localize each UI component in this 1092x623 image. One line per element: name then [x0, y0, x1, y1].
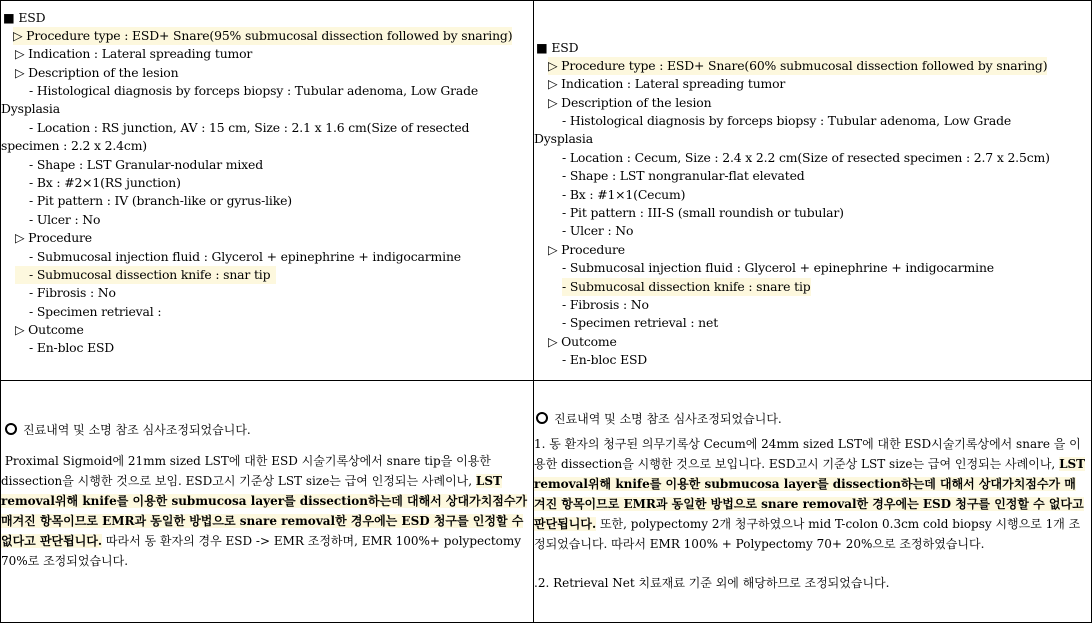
- left-review-cell: [0, 380, 534, 623]
- dissection-knife-line: - Submucosal dissection knife : snare tip: [562, 279, 811, 294]
- right-review-cell: [533, 380, 1092, 623]
- outcome-line: - En-bloc ESD: [562, 352, 648, 367]
- review-text: Proximal Sigmoid에 21mm sized LST에 대한 ESD 시술기록상에서 snare tip을 이용한 dissection을 시행한 것으로 보임. ESD고시 기준상 LST size는 급여 인정되는 사례이나,: [1, 454, 491, 488]
- location-line: - Location : Cecum, Size : 2.4 x 2.2 cm(Size of resected specimen : 2.7 x 2.5cm): [562, 150, 1050, 165]
- procedure-type-line: ▷ Procedure type : ESD+ Snare(95% submucosal dissection followed by snaring): [13, 28, 513, 43]
- dissection-knife-line: - Submucosal dissection knife : snar tip: [15, 266, 276, 284]
- shape-line: - Shape : LST Granular-nodular mixed: [29, 157, 263, 172]
- biopsy-line: - Bx : #1×1(Cecum): [562, 187, 686, 202]
- fibrosis-line: - Fibrosis : No: [562, 297, 649, 312]
- histology-line: - Histological diagnosis by forceps biopsy : Tubular adenoma, Low Grade: [562, 113, 1012, 128]
- review-title-text: 진료내역 및 소명 참조 심사조정되었습니다.: [554, 412, 782, 426]
- location-line-cont: specimen : 2.2 x 2.4cm): [1, 138, 147, 153]
- procedure-heading: ▷ Procedure: [15, 230, 92, 245]
- retrieval-note: .2. Retrieval Net 치료재료 기준 외에 해당하므로 조정되었습니다.: [534, 576, 890, 590]
- shape-line: - Shape : LST nongranular-flat elevated: [562, 168, 805, 183]
- injection-fluid-line: - Submucosal injection fluid : Glycerol + epinephrine + indigocarmine: [29, 249, 461, 264]
- review-bold-text: LST removal위해 knife를 이용한 submucosa layer를 dissection하는데 대해서 상대가치점수가 매겨진 항목이므로 EMR과 동일한 방법으로 snare removal한 경우에는 ESD 청구를 인정할 수 없다고 판단됩니다.: [534, 457, 1086, 531]
- procedure-heading: ▷ Procedure: [548, 242, 625, 257]
- indication-line: ▷ Indication : Lateral spreading tumor: [15, 46, 253, 61]
- ulcer-line: - Ulcer : No: [562, 223, 634, 238]
- review-conclusion-text: 따라서 동 환자의 경우 ESD -> EMR 조정하며, EMR 100%+ polypectomy 70%로 조정되었습니다.: [1, 534, 522, 568]
- injection-fluid-line: - Submucosal injection fluid : Glycerol + epinephrine + indigocarmine: [562, 260, 994, 275]
- circle-bullet-icon: [536, 412, 548, 424]
- review-conclusion-text: 또한, polypectomy 2개 청구하였으나 mid T-colon 0.3cm cold biopsy 시행으로 1개 조정되었습니다. 따라서 EMR 100% + Polypectomy 70+ 20%으로 조정하였습니다.: [534, 517, 1081, 551]
- outcome-line: - En-bloc ESD: [29, 340, 115, 355]
- specimen-retrieval-line: - Specimen retrieval : net: [562, 315, 719, 330]
- pit-pattern-line: - Pit pattern : IV (branch-like or gyrus-like): [29, 193, 292, 208]
- location-line: - Location : RS junction, AV : 15 cm, Size : 2.1 x 1.6 cm(Size of resected: [29, 120, 470, 135]
- histology-line-cont: Dysplasia: [1, 101, 60, 116]
- histology-line: - Histological diagnosis by forceps biopsy : Tubular adenoma, Low Grade: [29, 83, 479, 98]
- indication-line: ▷ Indication : Lateral spreading tumor: [548, 76, 786, 91]
- review-text: 1. 동 환자의 청구된 의무기록상 Cecum에 24mm sized LST에 대한 ESD시술기록상에서 snare 을 이용한 dissection을 시행한 것으로 보입니다. ESD고시 기준상 LST size는 급여 인정되는 사례이나,: [534, 437, 1081, 471]
- circle-bullet-icon: [5, 423, 17, 435]
- right-procedure-cell: [533, 0, 1092, 381]
- review-title: [536, 410, 782, 428]
- review-paragraph: [534, 434, 1087, 554]
- outcome-heading: ▷ Outcome: [548, 334, 617, 349]
- review-paragraph: [1, 451, 529, 571]
- biopsy-line: - Bx : #2×1(RS junction): [29, 175, 181, 190]
- fibrosis-line: - Fibrosis : No: [29, 285, 116, 300]
- ulcer-line: - Ulcer : No: [29, 212, 101, 227]
- description-heading: ▷ Description of the lesion: [15, 65, 179, 80]
- section-heading: ■ ESD: [3, 10, 46, 25]
- description-heading: ▷ Description of the lesion: [548, 95, 712, 110]
- histology-line-cont: Dysplasia: [534, 131, 593, 146]
- procedure-type-line: ▷ Procedure type : ESD+ Snare(60% submucosal dissection followed by snaring): [548, 58, 1048, 73]
- pit-pattern-line: - Pit pattern : III-S (small roundish or tubular): [562, 205, 844, 220]
- review-title: [5, 421, 251, 439]
- left-procedure-cell: [0, 0, 534, 381]
- section-heading: ■ ESD: [536, 40, 579, 55]
- outcome-heading: ▷ Outcome: [15, 322, 84, 337]
- review-title-text: 진료내역 및 소명 참조 심사조정되었습니다.: [23, 423, 251, 437]
- review-bold-text: LST removal위해 knife를 이용한 submucosa layer를 dissection하는데 대해서 상대가치점수가 매겨진 항목이므로 EMR과 동일한 방법으로 snare removal한 경우에는 ESD 청구를 인정할 수 없다고 판단됩니다.: [1, 474, 528, 548]
- specimen-retrieval-line: - Specimen retrieval :: [29, 304, 162, 319]
